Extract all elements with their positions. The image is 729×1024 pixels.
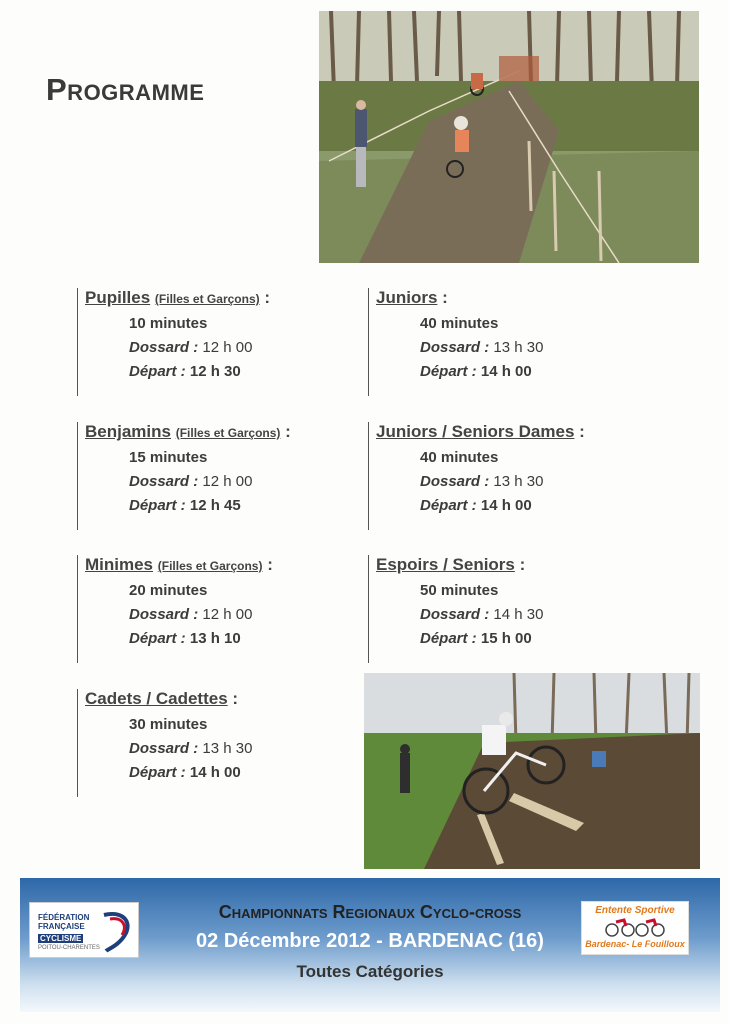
cyclists-icon [604, 917, 666, 937]
category-name: Minimes [85, 555, 154, 574]
dossard-label: Dossard : [420, 339, 490, 356]
ffc-line2: FRANÇAISE [38, 922, 85, 931]
depart-label: Départ : [129, 363, 186, 380]
dossard-label: Dossard : [129, 606, 199, 623]
category-name: Juniors / Seniors Dames [376, 422, 575, 441]
category-colon: : [574, 422, 585, 441]
category-name: Juniors [376, 288, 438, 307]
duration: 40 minutes [420, 449, 499, 466]
depart-time: 12 h 45 [189, 497, 241, 514]
category-subtitle: (Filles et Garçons) [154, 292, 260, 306]
dossard-label: Dossard : [129, 473, 199, 490]
depart-time: 13 h 10 [189, 630, 241, 647]
esb-line2: Bardenac- Le Fouilloux [585, 939, 685, 949]
category-subtitle: (Filles et Garçons) [175, 426, 281, 440]
event-date-place: 02 Décembre 2012 - BARDENAC (16) [196, 930, 544, 952]
dossard-label: Dossard : [129, 339, 199, 356]
depart-label: Départ : [129, 630, 186, 647]
footer-banner [20, 878, 720, 1012]
depart-time: 15 h 00 [480, 630, 532, 647]
ffc-line4: POITOU-CHARENTES [38, 945, 100, 951]
category-block [368, 288, 543, 396]
race-photo-bottom [364, 673, 700, 869]
category-block [77, 288, 270, 396]
category-name: Espoirs / Seniors [376, 555, 515, 574]
category-name: Benjamins [85, 422, 171, 441]
depart-label: Départ : [420, 497, 477, 514]
category-block [368, 422, 585, 530]
dossard-time: 14 h 30 [493, 606, 544, 623]
category-name: Cadets / Cadettes [85, 689, 228, 708]
depart-label: Départ : [129, 764, 186, 781]
category-block [368, 555, 543, 663]
dossard-label: Dossard : [420, 606, 490, 623]
category-colon: : [262, 555, 273, 574]
dossard-time: 13 h 30 [493, 473, 544, 490]
depart-label: Départ : [129, 497, 186, 514]
dossard-time: 13 h 30 [202, 740, 253, 757]
race-photo-top [319, 11, 699, 263]
duration: 15 minutes [129, 449, 208, 466]
category-colon: : [280, 422, 291, 441]
ffc-line3: CYCLISME [40, 934, 82, 943]
depart-time: 14 h 00 [480, 497, 532, 514]
esb-line1: Entente Sportive [595, 905, 675, 916]
depart-time: 14 h 00 [480, 363, 532, 380]
category-block [77, 689, 252, 797]
category-colon: : [227, 689, 239, 708]
category-subtitle: (Filles et Garçons) [157, 559, 263, 573]
category-colon: : [437, 288, 448, 307]
duration: 30 minutes [129, 716, 208, 733]
dossard-time: 12 h 00 [202, 606, 253, 623]
dossard-label: Dossard : [129, 740, 199, 757]
category-name: Pupilles [85, 288, 151, 307]
category-colon: : [514, 555, 526, 574]
event-categories: Toutes Catégories [296, 962, 444, 981]
dossard-time: 12 h 00 [202, 339, 253, 356]
category-block [77, 555, 273, 663]
category-block [77, 422, 291, 530]
category-colon: : [259, 288, 271, 307]
dossard-label: Dossard : [420, 473, 490, 490]
depart-label: Départ : [420, 363, 477, 380]
depart-time: 14 h 00 [189, 764, 241, 781]
ffc-line1: FÉDÉRATION [38, 913, 90, 922]
page-title: Programme [46, 72, 205, 107]
duration: 40 minutes [420, 315, 499, 332]
duration: 50 minutes [420, 582, 499, 599]
depart-time: 12 h 30 [189, 363, 241, 380]
duration: 10 minutes [129, 315, 208, 332]
dossard-time: 13 h 30 [493, 339, 544, 356]
duration: 20 minutes [129, 582, 208, 599]
event-title: Championnats Regionaux Cyclo-cross [218, 902, 522, 922]
dossard-time: 12 h 00 [202, 473, 253, 490]
esb-logo [581, 901, 689, 955]
depart-label: Départ : [420, 630, 477, 647]
